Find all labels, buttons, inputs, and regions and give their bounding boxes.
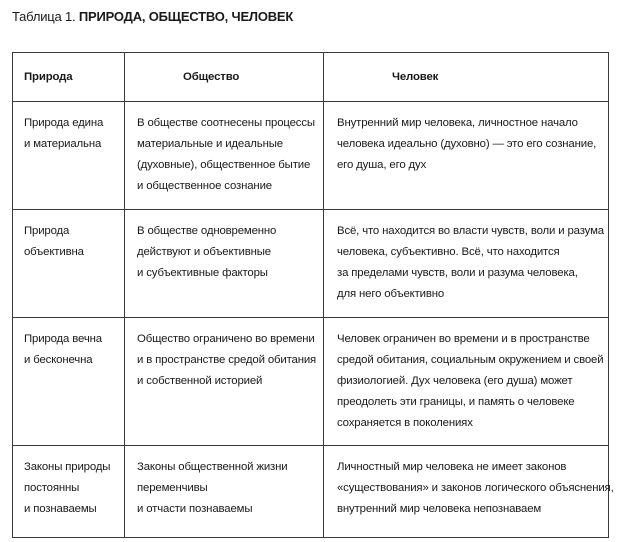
cell-nature [13, 210, 125, 318]
cell-line: Человек ограничен во времени и в пространстве [337, 333, 590, 345]
cell-line: материальные и идеальные [137, 138, 283, 150]
cell-society [125, 102, 324, 210]
cell-line: «существования» и законов логического объяснения, [337, 482, 614, 494]
cell-line: преодолеть эти границы, и память о человеке [337, 396, 575, 408]
cell-human [324, 210, 609, 318]
cell-line: Природа вечна [24, 333, 102, 345]
cell-line: человека, субъективно. Всё, что находится [337, 246, 560, 258]
cell-line: и общественное сознание [137, 180, 272, 192]
header-nature: Природа [13, 53, 125, 102]
cell-society [125, 318, 324, 446]
cell-line: и отчасти познаваемы [137, 503, 253, 515]
cell-line: Всё, что находится во власти чувств, воли и разума [337, 225, 604, 237]
cell-line: физиологией. Дух человека (его душа) может [337, 375, 573, 387]
cell-nature [13, 318, 125, 446]
cell-line: Внутренний мир человека, личностное начало [337, 117, 578, 129]
cell-line: Законы общественной жизни [137, 461, 288, 473]
cell-line: (духовные), общественное бытие [137, 159, 311, 171]
cell-line: и познаваемы [24, 503, 97, 515]
comparison-table [12, 52, 614, 538]
cell-line: Законы природы [24, 461, 111, 473]
cell-line: и бесконечна [24, 354, 93, 366]
table-row [13, 102, 609, 210]
cell-line: для него объективно [337, 288, 445, 300]
cell-line: и материальна [24, 138, 102, 150]
cell-society [125, 446, 324, 538]
cell-line: действуют и объективные [137, 246, 271, 258]
cell-line: и в пространстве средой обитания [137, 354, 317, 366]
header-society: Общество [125, 53, 324, 102]
cell-line: внутренний мир человека непознаваем [337, 503, 542, 515]
cell-line: В обществе соотнесены процессы [137, 117, 315, 129]
cell-society [125, 210, 324, 318]
cell-line: Общество ограничено во времени [137, 333, 315, 345]
cell-line: за пределами чувств, воли и разума человека, [337, 267, 578, 279]
header-row [13, 53, 609, 102]
cell-human [324, 102, 609, 210]
cell-line: сохраняется в поколениях [337, 417, 473, 429]
header-human: Человек [324, 53, 609, 102]
table-title: ПРИРОДА, ОБЩЕСТВО, ЧЕЛОВЕК [78, 9, 294, 24]
cell-line: человека идеально (духовно) — это его сознание, [337, 138, 597, 150]
table-number: Таблица 1. [12, 9, 76, 24]
cell-line: В обществе одновременно [137, 225, 277, 237]
cell-line: его душа, его дух [337, 159, 427, 171]
table-row [13, 446, 609, 538]
cell-line: Природа едина [24, 117, 104, 129]
cell-line: средой обитания, социальным окружением и своей [337, 354, 604, 366]
table-row [13, 210, 609, 318]
table-row [13, 318, 609, 446]
cell-line: Личностный мир человека не имеет законов [337, 461, 567, 473]
cell-human [324, 318, 609, 446]
cell-line: Природа [24, 225, 70, 237]
cell-line: и субъективные факторы [137, 267, 268, 279]
cell-nature [13, 102, 125, 210]
cell-line: постоянны [24, 482, 80, 494]
cell-line: объективна [24, 246, 84, 258]
table-caption [12, 8, 293, 26]
cell-line: и собственной историей [137, 375, 263, 387]
cell-nature [13, 446, 125, 538]
cell-line: переменчивы [137, 482, 208, 494]
cell-human [324, 446, 614, 538]
